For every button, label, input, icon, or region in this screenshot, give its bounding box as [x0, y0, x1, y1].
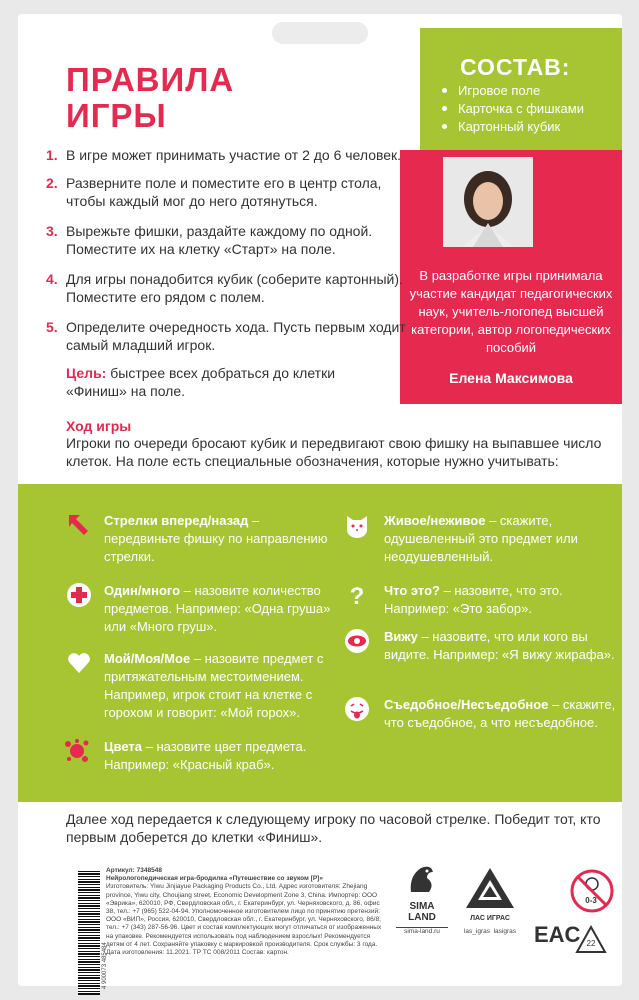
composition-panel [420, 28, 622, 150]
rule-item: 4. Для игры понадобится кубик (соберите картонный). Поместите его рядом с полем. [46, 271, 403, 305]
cat-icon [344, 512, 370, 538]
barcode-number: 4 900073 485484 [102, 942, 108, 989]
barcode [78, 871, 100, 995]
sign-item: Съедобное/Несъедобное – скажите, что съедобное, а что несъедобное. [384, 697, 616, 730]
footer-text: Далее ход передается к следующему игроку по часовой стрелке. Победит тот, кто первым доберется до клетки «Финиш». [66, 811, 601, 845]
sign-item: Мой/Моя/Мое – назовите предмет с притяжательным местоимением. Например, игрок стоит на клетке с горохом и говорит: «Мой горох». [104, 651, 324, 720]
plus-icon [66, 582, 92, 608]
social-link: lasigras [493, 928, 517, 935]
sign-item: Вижу – назовите, что или кого вы видите. Например: «Я вижу жирафа». [384, 629, 615, 662]
composition-heading: СОСТАВ: [460, 54, 571, 80]
rules-title: ПРАВИЛА ИГРЫ [66, 61, 235, 134]
sign-item: Один/много – назовите количество предметов. Например: «Одна груша» или «Много груш». [104, 583, 331, 634]
composition-item: Картонный кубик [442, 118, 584, 136]
sign-item: Что это? – назовите, что это. Например: «Это забор». [384, 583, 563, 616]
rule-item: 1. В игре может принимать участие от 2 до 6 человек. [46, 147, 402, 163]
rule-item: 3. Вырежьте фишки, раздайте каждому по одной. Поместите их на клетку «Старт» на поле. [46, 223, 373, 257]
rule-item: 2. Разверните поле и поместите его в центр стола, чтобы каждый мог до него дотянуться. [46, 175, 382, 209]
author-panel [400, 150, 622, 404]
question-icon [344, 582, 370, 608]
author-name: Елена Максимова [449, 370, 573, 386]
composition-item: Игровое поле [442, 82, 584, 100]
rule-item: 5. Определите очередность хода. Пусть первым ходит самый младший игрок. [46, 319, 406, 353]
age-warning: 0-3 [568, 868, 616, 919]
sign-item: Стрелки вперед/назад – передвиньте фишку по направлению стрелки. [104, 513, 328, 564]
seal-icon [405, 862, 439, 896]
sign-item: Живое/неживое – скажите, одушевленный это предмет или неодушевленный. [384, 513, 578, 564]
author-photo [443, 157, 533, 247]
eac-mark-icon [534, 920, 581, 947]
arrow-icon [66, 512, 92, 538]
svg-text:?: ? [349, 583, 365, 610]
tongue-face-icon [344, 696, 370, 722]
hanger-hole [272, 22, 368, 44]
signs-panel [18, 484, 622, 802]
legal-text: Артикул: 7348548 Нейрологопедическая игра-бродилка «Путешествие со звуком [Р]» Изготовитель: Yiwu Jinjiayue Packaging Products Co., Ltd. Адрес изготовителя: Zhejiang province, Yiwu city, Choujiang street, Economic Development Zone 3, China. Импортер: ООО «Эврика», 620010, РФ, Свердловская обл., г. Екатеринбург, ул. Черняховского, д. 86, офис 38, тел.: +7 (965) 522-04-94. Уполномоченное изготовителем лицо по принятию претензий: ООО «ВИП», Россия, 620010, Свердловская обл., г. Екатеринбург, ул. Черняховского, 86/8, тел.: +7 (343) 287-56-96. Цвет и состав комплектующих могут отличаться от изображенных на упаковке. Рекомендуется использовать под наблюдением взрослых! Рекомендуется детям от 4 лет. Сохраняйте упаковку с маркировкой производителя. Срок службы: 3 года. Дата изготовления: 11.2021. ТР ТС 008/2011 Состав: картон. [106, 867, 382, 957]
goal-text: Цель: быстрее всех добраться до клетки «Финиш» на поле. [66, 365, 336, 399]
no-under-3-icon [569, 868, 615, 914]
svg-text:EAC: EAC [534, 922, 581, 947]
eye-icon [344, 628, 370, 654]
moves-heading: Ход игры [66, 418, 132, 434]
author-description: В разработке игры принимала участие кандидат педагогических наук, учитель-логопед высшей категории, автор логопедических пособий [409, 268, 613, 355]
heart-icon [66, 650, 92, 676]
social-link: las_igras [463, 928, 490, 935]
game-box-back [18, 14, 622, 989]
las-igras-logo: ЛАС ИГРАС las_igras lasigras [458, 866, 522, 935]
las-igras-triangle-icon [464, 866, 516, 910]
splash-icon [64, 738, 90, 764]
moves-text: Игроки по очереди бросают кубик и передвигают свою фишку на выпавшее число клеток. На поле есть специальные обозначения, которые нужно учитывать: [66, 435, 602, 469]
composition-item: Карточка с фишками [442, 100, 584, 118]
recycle-mark: 22 [574, 924, 608, 956]
sima-land-logo: SIMA LAND sima-land.ru [396, 862, 448, 935]
sign-item: Цвета – назовите цвет предмета. Например: «Красный краб». [104, 739, 307, 772]
